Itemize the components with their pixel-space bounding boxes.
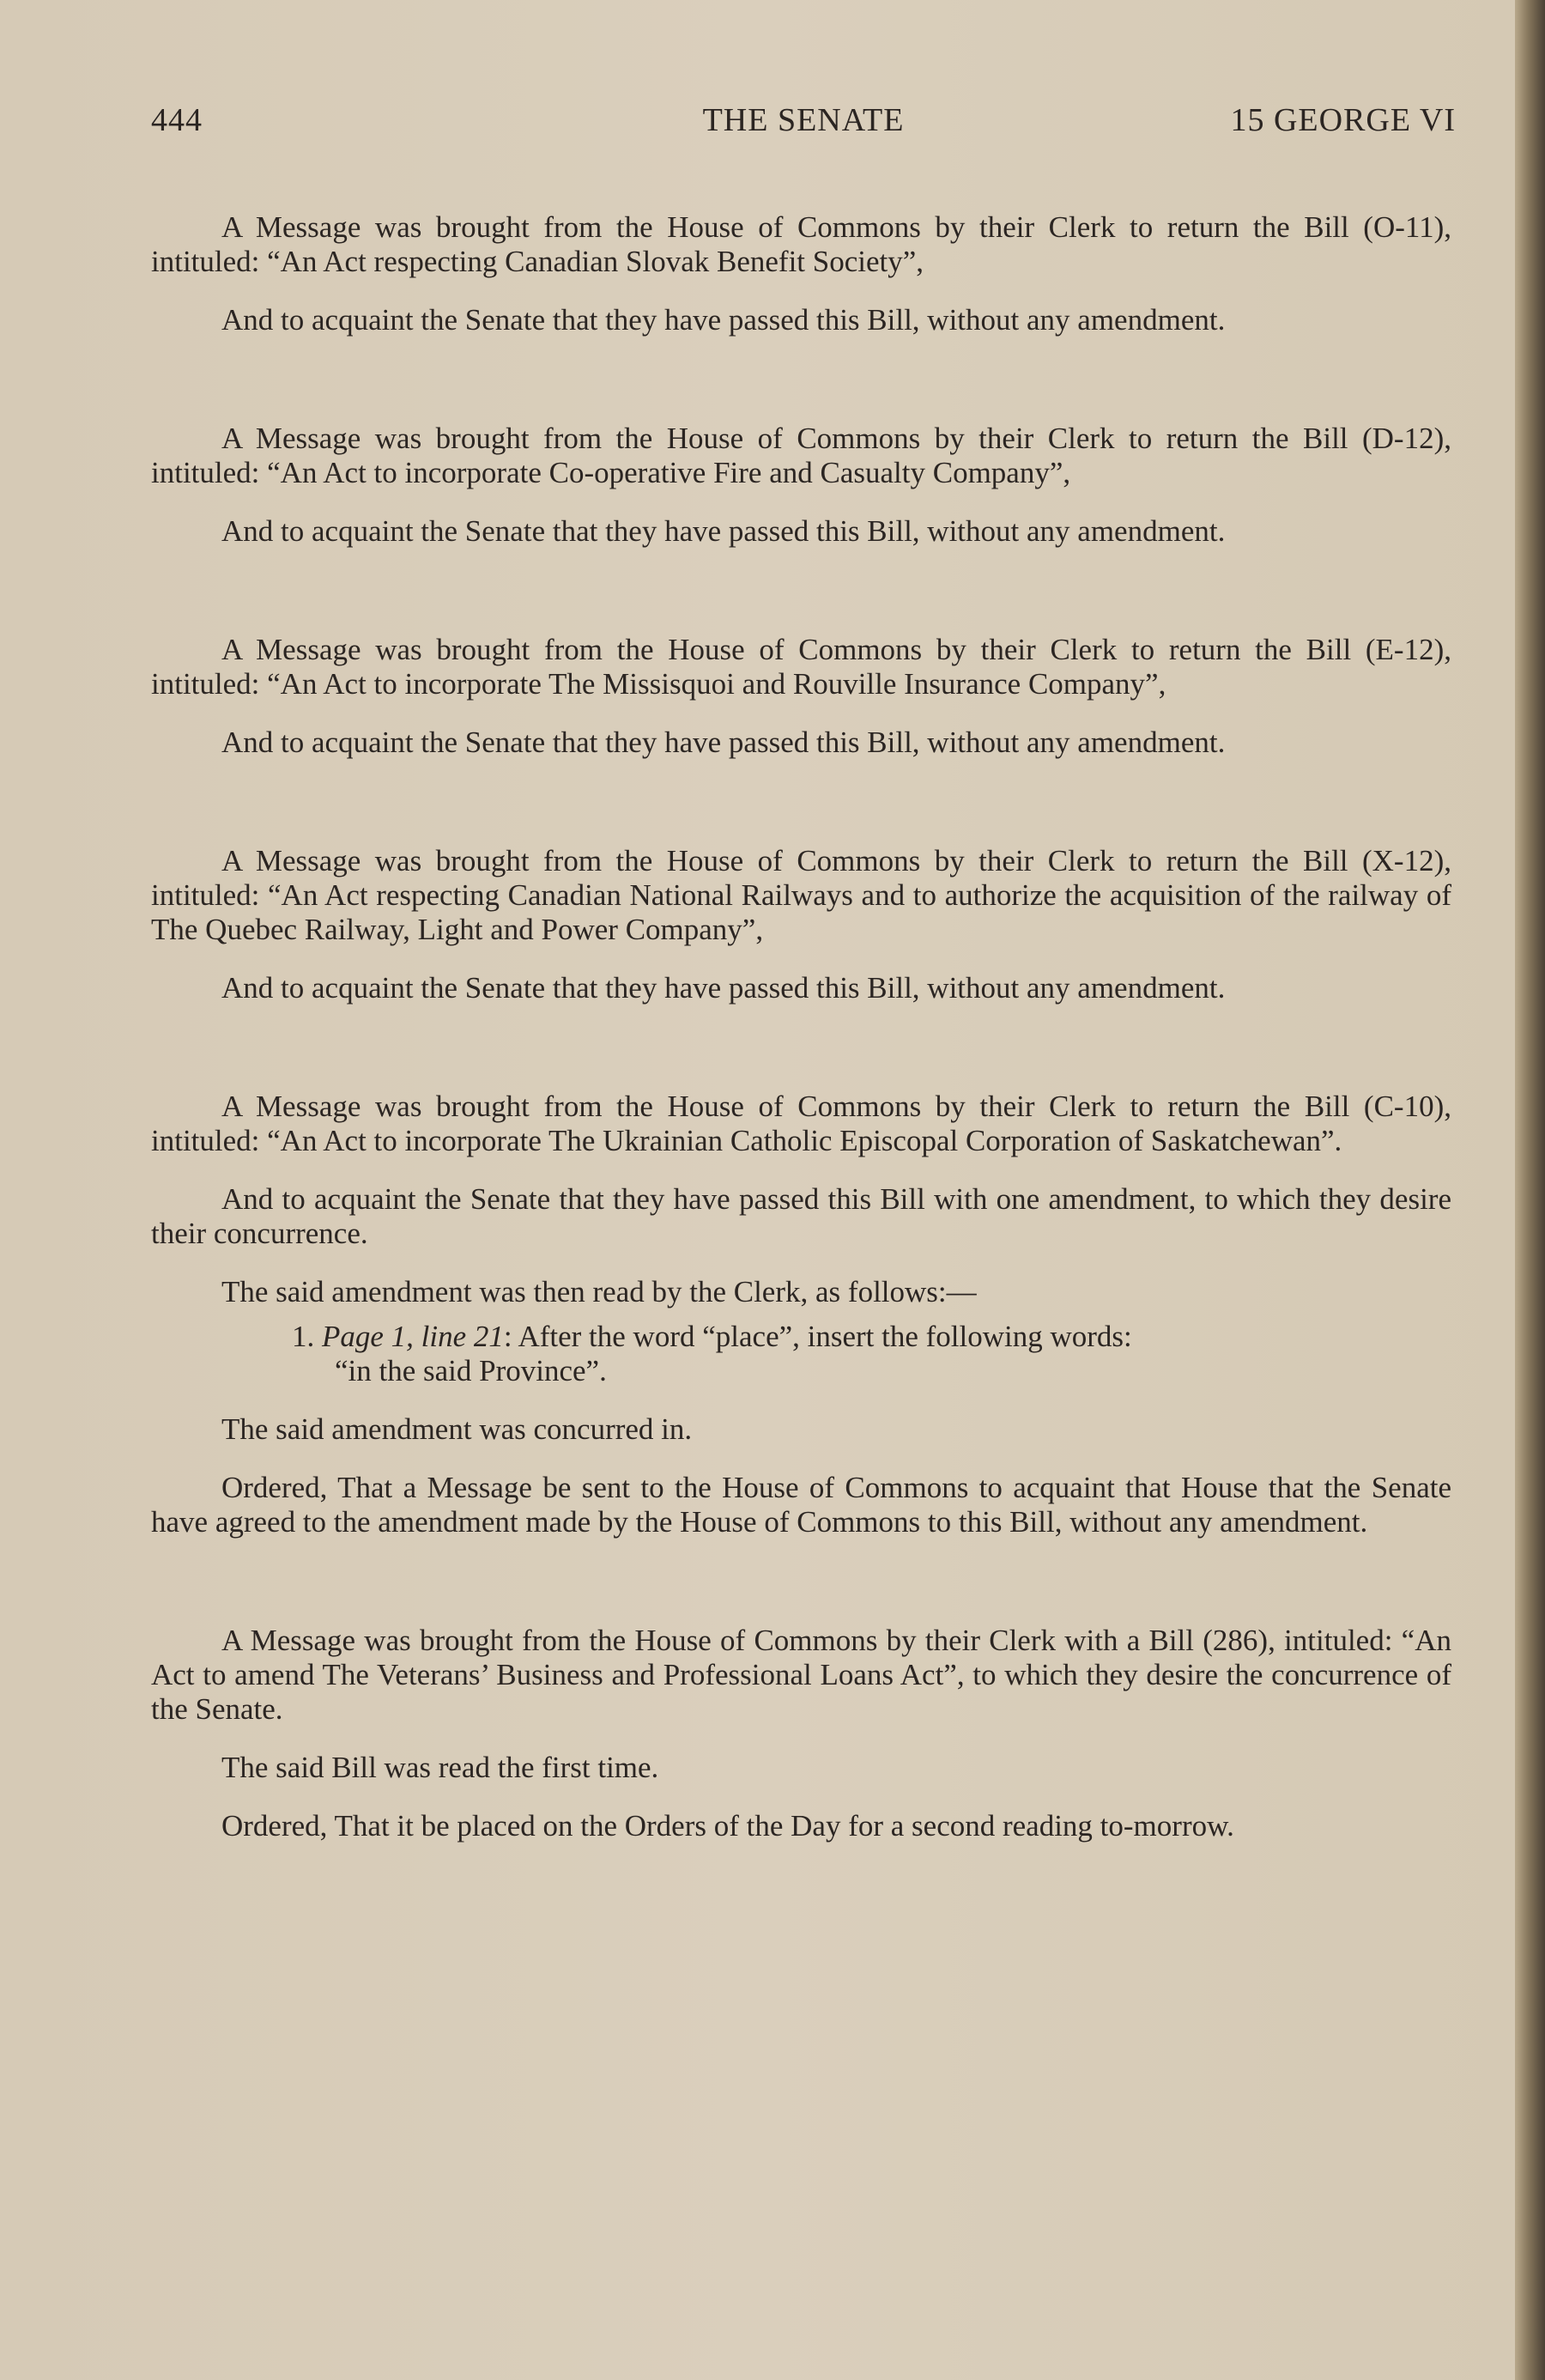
amendment-item: [151, 1320, 1451, 1388]
amendment-number: 1.: [292, 1320, 315, 1353]
amendment-reference: Page 1, line 21: [322, 1320, 504, 1353]
ordered-second-reading: Ordered, That it be placed on the Orders of the Day for a second reading to-morrow.: [221, 1809, 1234, 1843]
acquaint-bill-c10: And to acquaint the Senate that they have passed this Bill with one amendment, to which they desire their concurrence.: [151, 1182, 1451, 1250]
journal-body: [151, 210, 1451, 1843]
amendment-concurred: The said amendment was concurred in.: [221, 1412, 693, 1446]
message-bill-c10: A Message was brought from the House of Commons by their Clerk to return the Bill (C-10), intituled: “An Act to incorporate The Ukrainian Catholic Episcopal Corporation of Saskatchewan”.: [151, 1090, 1451, 1157]
page-title: THE SENATE: [702, 102, 905, 138]
acquaint-bill-e12: And to acquaint the Senate that they have passed this Bill, without any amendment.: [221, 726, 1226, 759]
acquaint-bill-o11: And to acquaint the Senate that they have passed this Bill, without any amendment.: [221, 303, 1226, 337]
acquaint-bill-x12: And to acquaint the Senate that they have passed this Bill, without any amendment.: [221, 971, 1226, 1005]
message-bill-e12: A Message was brought from the House of Commons by their Clerk to return the Bill (E-12), intituled: “An Act to incorporate The Missisquoi and Rouville Insurance Company”,: [151, 633, 1451, 701]
first-reading: The said Bill was read the first time.: [221, 1751, 659, 1784]
acquaint-bill-d12: And to acquaint the Senate that they have passed this Bill, without any amendment.: [221, 514, 1226, 548]
regnal-year: 15 GEORGE VI: [1230, 102, 1456, 138]
amendment-text: : After the word “place”, insert the following words:: [503, 1320, 1132, 1353]
message-bill-o11: A Message was brought from the House of Commons by their Clerk to return the Bill (O-11), intituled: “An Act respecting Canadian Slovak Benefit Society”,: [151, 210, 1451, 278]
page-number: 444: [151, 102, 203, 138]
page-edge: [1515, 0, 1545, 2380]
running-header: [151, 101, 1456, 144]
amendment-insert: “in the said Province”.: [335, 1354, 607, 1387]
message-bill-286: A Message was brought from the House of Commons by their Clerk with a Bill (286), intituled: “An Act to amend The Veterans’ Business and Professional Loans Act”, to which they desire the concurrence of the Senate.: [151, 1624, 1451, 1726]
amendment-read: The said amendment was then read by the Clerk, as follows:—: [221, 1275, 977, 1308]
message-bill-d12: A Message was brought from the House of Commons by their Clerk to return the Bill (D-12), intituled: “An Act to incorporate Co-operative Fire and Casualty Company”,: [151, 422, 1451, 489]
ordered-message-commons: Ordered, That a Message be sent to the House of Commons to acquaint that House that the Senate have agreed to the amendment made by the House of Commons to this Bill, without any amendment.: [151, 1471, 1451, 1539]
message-bill-x12: A Message was brought from the House of Commons by their Clerk to return the Bill (X-12), intituled: “An Act respecting Canadian National Railways and to authorize the acquisition of the railway of The Quebec Railway, Light and Power Company”,: [151, 844, 1451, 946]
